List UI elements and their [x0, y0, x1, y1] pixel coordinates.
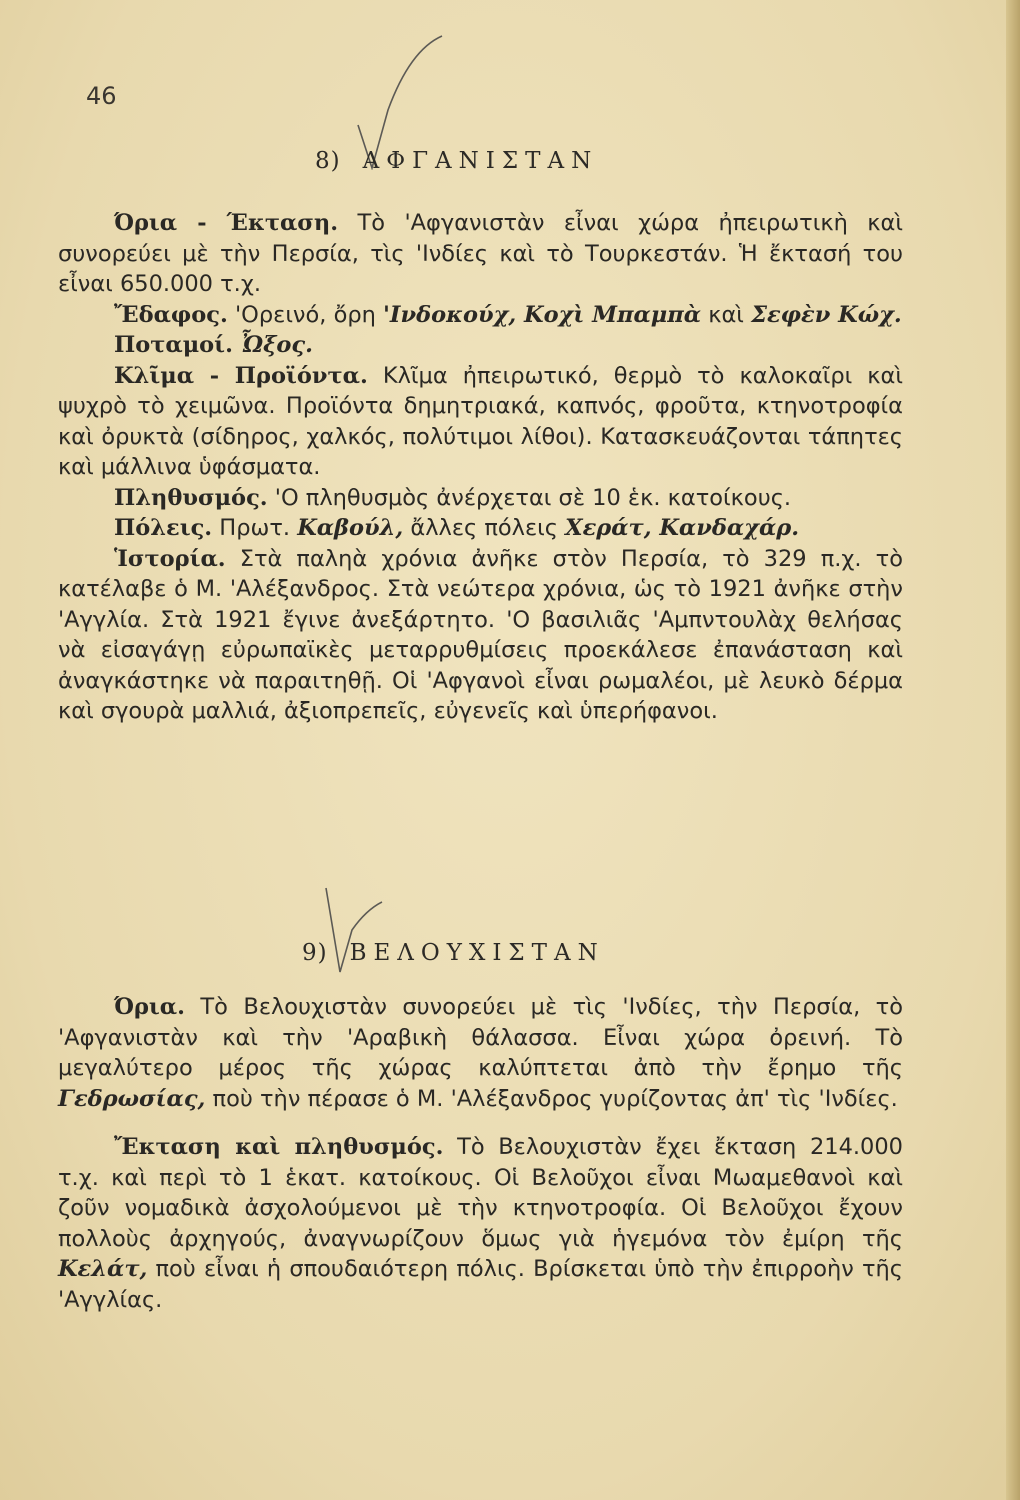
section-9-title: ΒΕΛΟΥΧΙΣΤΑΝ: [349, 940, 605, 966]
para-heading: Ἱστορία.: [114, 545, 226, 572]
para-italic: 'Ινδοκούχ, Κοχὶ Μπαμπὰ: [383, 301, 702, 328]
section-8-body: [58, 208, 903, 727]
para-heading: Ποταμοί.: [114, 332, 233, 358]
section-9-number: 9): [302, 940, 328, 966]
para-heading: Όρια - Έκταση.: [114, 210, 339, 236]
paragraph: [58, 208, 903, 300]
section-8-number: 8): [315, 148, 341, 174]
para-text: Τὸ Βελουχιστὰν ἔχει ἔκταση 214.000 τ.χ. καὶ περὶ τὸ 1 ἑκατ. κατοίκους. Οἱ Βελοῦχοι εἶναι Μωαμεθανοὶ καὶ ζοῦν νομαδικὰ ἀσχολούμενοι μὲ τὴν κτηνοτροφία. Οἱ Βελοῦχοι ἔχουν πολλοὺς ἀρχηγούς, ἀναγνωρίζουν ὅμως γιὰ ἡγεμόνα τὸν ἐμίρη τῆς: [58, 1134, 903, 1252]
para-italic: Κελάτ,: [58, 1256, 148, 1282]
para-italic: Καβούλ,: [297, 515, 404, 541]
para-heading: Πόλεις.: [114, 515, 213, 541]
para-text: 'Ο πληθυσμὸς ἀνέρχεται σὲ 10 ἑκ. κατοίκους.: [267, 484, 792, 511]
para-italic: Γεδρωσίας,: [58, 1085, 206, 1112]
para-text: καὶ: [701, 301, 752, 328]
para-text: Πρωτ.: [212, 515, 298, 541]
para-italic: Ὦξος.: [240, 332, 313, 358]
para-text: 'Ορεινό, ὄρη: [227, 301, 384, 328]
para-text: ποὺ τὴν πέρασε ὁ Μ. 'Αλέξανδρος γυρίζοντας ἀπ' τὶς 'Ινδίες.: [205, 1085, 898, 1112]
paragraph: [58, 1132, 903, 1315]
section-9-heading: [302, 940, 605, 966]
para-italic: Χεράτ, Κανδαχάρ.: [565, 515, 800, 541]
para-text: ποὺ εἶναι ἡ σπουδαιότερη πόλις. Βρίσκεται ὑπὸ τὴν ἐπιρροὴν τῆς 'Αγγλίας.: [58, 1256, 903, 1313]
para-text: Τὸ Βελουχιστὰν συνορεύει μὲ τὶς 'Ινδίες, τὴν Περσία, τὸ 'Αφγανιστὰν καὶ τὴν 'Αραβικὴ θάλασσα. Εἶναι χώρα ὀρεινή. Τὸ μεγαλύτερο μέρος τῆς χώρας καλύπτεται ἀπὸ τὴν ἔρημο τῆς: [58, 994, 903, 1081]
paragraph: [58, 483, 903, 514]
para-italic: Σεφὲν Κώχ.: [751, 301, 902, 328]
para-heading: Πληθυσμός.: [114, 484, 268, 511]
paragraph: [58, 361, 903, 483]
paragraph: [58, 992, 903, 1114]
section-8-heading: [315, 148, 598, 174]
para-text: Στὰ παληὰ χρόνια ἀνῆκε στὸν Περσία, τὸ 329 π.χ. τὸ κατέλαβε ὁ Μ. 'Αλέξανδρος. Στὰ νεώτερα χρόνια, ὡς τὸ 1921 ἀνῆκε στὴν 'Αγγλία. Στὰ 1921 ἔγινε ἀνεξάρτητο. 'Ο βασιλιᾶς 'Αμπντουλὰχ θελήσας νὰ εἰσαγάγῃ εὐρωπαϊκὲς μεταρρυθμίσεις προεκάλεσε ἐπανάσταση καὶ ἀναγκάστηκε νὰ παραιτηθῇ. Οἱ 'Αφγανοὶ εἶναι ρωμαλέοι, μὲ λευκὸ δέρμα καὶ σγουρὰ μαλλιά, ἀξιοπρεπεῖς, εὐγενεῖς καὶ ὑπερήφανοι.: [58, 545, 903, 724]
para-heading: Ἔκταση καὶ πληθυσμός.: [114, 1134, 444, 1160]
section-8-title: ΑΦΓΑΝΙΣΤΑΝ: [362, 148, 599, 174]
para-heading: Όρια.: [114, 994, 185, 1020]
para-text: ἄλλες πόλεις: [403, 515, 566, 541]
para-text: [233, 332, 240, 358]
paragraph: [58, 544, 903, 727]
para-heading: Ἔδαφος.: [114, 301, 228, 328]
para-text: Κλῖμα ἠπειρωτικό, θερμὸ τὸ καλοκαῖρι καὶ ψυχρὸ τὸ χειμῶνα. Προϊόντα δημητριακά, καπνός, φροῦτα, κτηνοτροφία καὶ ὀρυκτὰ (σίδηρος, χαλκός, πολύτιμοι λίθοι). Κατασκευάζονται τάπητες καὶ μάλλινα ὑφάσματα.: [58, 362, 903, 480]
para-text: Τὸ 'Αφγανιστὰν εἶναι χώρα ἠπειρωτικὴ καὶ συνορεύει μὲ τὴν Περσία, τὶς 'Ινδίες καὶ τὸ Τουρκεστάν. Ἡ ἔκτασή του εἶναι 650.000 τ.χ.: [58, 210, 903, 297]
paragraph: [58, 330, 903, 361]
paragraph: [58, 513, 903, 544]
page-number: 46: [86, 82, 117, 110]
section-9-body: [58, 992, 903, 1315]
para-heading: Κλῖμα - Προϊόντα.: [114, 362, 368, 389]
page-edge: [1006, 0, 1020, 1500]
paragraph: [58, 300, 903, 331]
